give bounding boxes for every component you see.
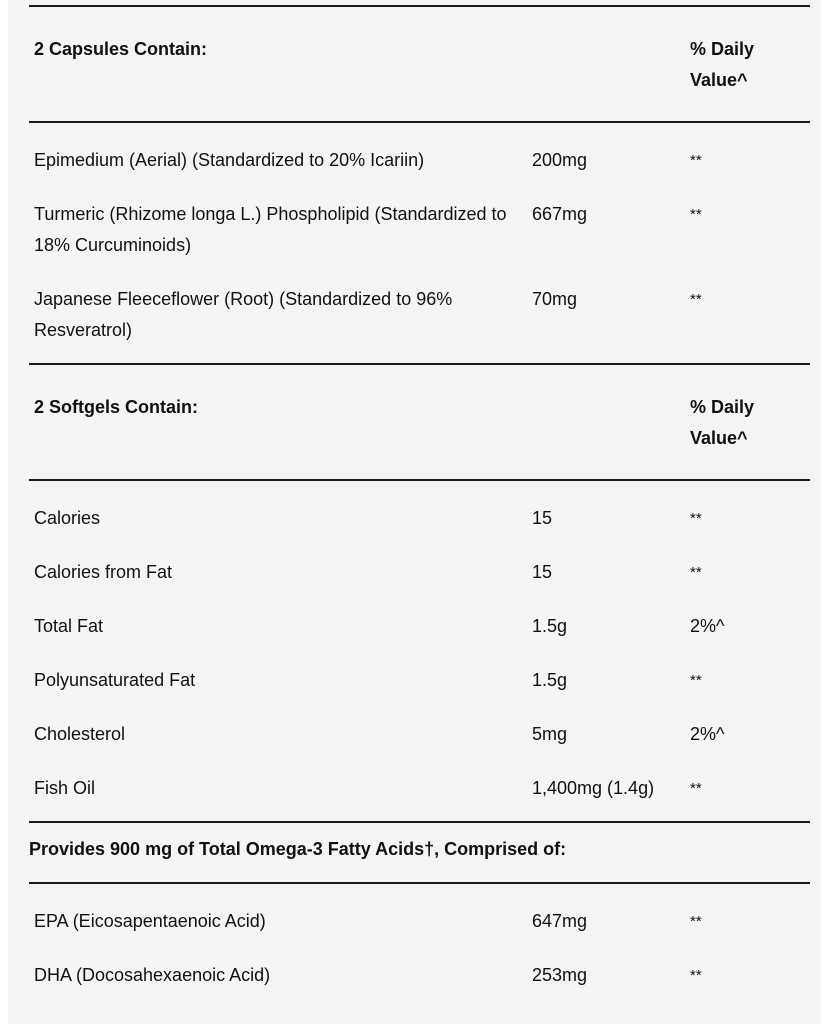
nutrient-row [29,280,810,364]
nutrient-row [29,195,810,280]
nutrient-name: Epimedium (Aerial) (Standardized to 20% Icariin) [34,150,425,170]
nutrient-daily-value: ** [690,967,702,984]
capsules-header-row [29,7,810,122]
capsules-daily-value-header: % Daily Value^ [690,39,755,90]
spacer [29,481,810,499]
softgels-amount-header [527,365,685,480]
omega-section-title: Provides 900 mg of Total Omega-3 Fatty Acids†, Comprised of: [29,839,567,859]
spacer [29,123,810,141]
nutrient-daily-value: 2%^ [690,724,725,744]
left-page-edge [0,0,8,1024]
softgels-daily-value-header: % Daily Value^ [690,397,755,448]
nutrient-daily-value: ** [690,780,702,797]
right-page-edge [821,0,829,1024]
nutrient-name: Polyunsaturated Fat [34,670,196,690]
nutrient-amount: 15 [532,562,553,582]
spacer [29,884,810,902]
supplement-facts-table [29,5,810,1010]
nutrient-row [29,902,810,956]
nutrient-name: Calories from Fat [34,562,173,582]
nutrient-amount: 5mg [532,724,568,744]
nutrient-amount: 15 [532,508,553,528]
nutrient-amount: 647mg [532,911,588,931]
softgels-section-title: 2 Softgels Contain: [34,397,199,417]
nutrient-daily-value: ** [690,564,702,581]
nutrient-amount: 253mg [532,965,588,985]
nutrient-name: Fish Oil [34,778,96,798]
nutrient-row [29,715,810,769]
nutrient-amount: 1.5g [532,670,568,690]
nutrient-daily-value: ** [690,913,702,930]
nutrient-name: Total Fat [34,616,104,636]
nutrient-name: Cholesterol [34,724,126,744]
nutrient-row [29,661,810,715]
omega-header-row [29,823,810,883]
nutrient-daily-value: ** [690,206,702,223]
capsules-section-title: 2 Capsules Contain: [34,39,208,59]
nutrient-daily-value: ** [690,291,702,308]
nutrient-name: Japanese Fleeceflower (Root) (Standardized to 96% Resveratrol) [34,289,453,340]
nutrient-row [29,607,810,661]
softgels-header-row [29,365,810,480]
nutrient-daily-value: ** [690,672,702,689]
nutrient-row [29,769,810,822]
nutrient-row [29,956,810,1010]
nutrient-row [29,141,810,195]
capsules-amount-header [527,7,685,122]
nutrient-row [29,499,810,553]
nutrient-amount: 667mg [532,204,588,224]
nutrient-name: EPA (Eicosapentaenoic Acid) [34,911,266,931]
nutrient-name: DHA (Docosahexaenoic Acid) [34,965,271,985]
nutrient-amount: 70mg [532,289,578,309]
nutrient-daily-value: ** [690,510,702,527]
nutrient-name: Calories [34,508,101,528]
nutrient-daily-value: 2%^ [690,616,725,636]
nutrient-daily-value: ** [690,152,702,169]
nutrient-amount: 200mg [532,150,588,170]
nutrient-amount: 1.5g [532,616,568,636]
nutrient-name: Turmeric (Rhizome longa L.) Phospholipid (Standardized to 18% Curcuminoids) [34,204,507,255]
nutrient-row [29,553,810,607]
nutrient-amount: 1,400mg (1.4g) [532,778,655,798]
